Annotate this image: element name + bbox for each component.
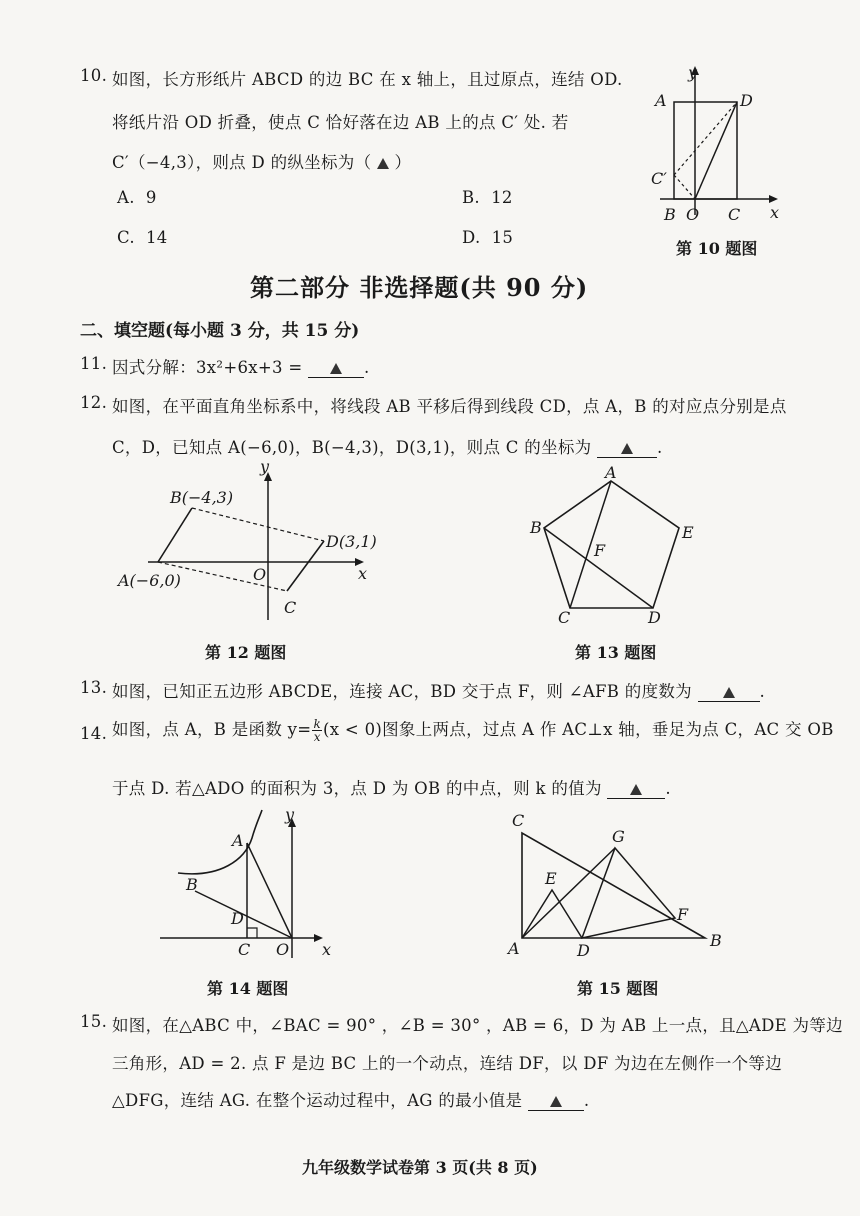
answer-triangle-icon bbox=[630, 784, 642, 795]
q15-line-3-text: △DFG，连结 AG. 在整个运动过程中，AG 的最小值是 bbox=[112, 1091, 523, 1110]
q14-answer-blank[interactable] bbox=[607, 779, 665, 799]
q14-line-2-text: 于点 D. 若△ADO 的面积为 3，点 D 为 OB 的中点，则 k 的值为 bbox=[112, 779, 602, 798]
fig15-label-f: F bbox=[677, 905, 689, 924]
fig10-label-y: y bbox=[688, 63, 698, 82]
q12-line-2-text: C，D，已知点 A(−6,0)，B(−4,3)，D(3,1)，则点 C 的坐标为 bbox=[112, 438, 592, 457]
fig10-label-c-prime: C′ bbox=[651, 169, 667, 188]
fig14-label-y: y bbox=[285, 808, 295, 824]
triangle-ade bbox=[522, 890, 582, 938]
fig15-label-d: D bbox=[577, 941, 590, 960]
fig15-label-e: E bbox=[545, 869, 557, 888]
q14-number: 14. bbox=[80, 724, 108, 743]
fig12-caption: 第 12 题图 bbox=[205, 643, 287, 662]
x-axis-arrow-icon bbox=[769, 195, 778, 203]
fig10-label-o: O bbox=[686, 205, 700, 224]
figure-10 bbox=[640, 60, 790, 230]
part2-title: 第二部分 非选择题(共 90 分) bbox=[250, 273, 589, 302]
q12-number: 12. bbox=[80, 393, 108, 412]
q14-line-2: 于点 D. 若△ADO 的面积为 3，点 D 为 OB 的中点，则 k 的值为 . bbox=[112, 779, 671, 798]
q13-number: 13. bbox=[80, 678, 108, 697]
q11-line: 因式分解：3x²+6x+3 = . bbox=[112, 358, 370, 377]
q10-line-3-text: C′（−4,3），则点 D 的纵坐标为（ bbox=[112, 153, 372, 172]
fig10-label-b: B bbox=[664, 205, 676, 224]
q11-text: 因式分解：3x²+6x+3 = bbox=[112, 358, 303, 377]
q14-fraction bbox=[312, 718, 322, 743]
q10-option-a[interactable]: A. 9 bbox=[117, 188, 157, 207]
q14-line-1-post: (x < 0)图象上两点，过点 A 作 AC⊥x 轴，垂足为点 C，AC 交 OB bbox=[323, 720, 834, 739]
answer-triangle-icon bbox=[377, 158, 389, 169]
segment-cd bbox=[287, 541, 324, 591]
q10-option-b[interactable]: B. 12 bbox=[462, 188, 513, 207]
fig15-label-c: C bbox=[512, 811, 525, 830]
fig10-label-a: A bbox=[655, 91, 667, 110]
answer-triangle-icon bbox=[621, 443, 633, 454]
figure-13 bbox=[520, 458, 710, 628]
fig10-label-c: C bbox=[728, 205, 741, 224]
fig15-label-a: A bbox=[508, 939, 520, 958]
q15-line-2: 三角形，AD = 2. 点 F 是边 BC 上的一个动点，连结 DF，以 DF 为边在左侧作一个等边 bbox=[112, 1054, 783, 1073]
q10-line-3 bbox=[112, 149, 411, 173]
fig15-caption: 第 15 题图 bbox=[577, 979, 659, 998]
fig14-label-d: D bbox=[231, 909, 244, 928]
fig13-label-e: E bbox=[682, 523, 694, 542]
figure-15 bbox=[500, 808, 740, 968]
segment-ao bbox=[247, 843, 292, 938]
triangle-dfg bbox=[582, 848, 675, 938]
q13-line: 如图，已知正五边形 ABCDE，连接 AC，BD 交于点 F，则 ∠AFB 的度数为 . bbox=[112, 682, 766, 701]
fig14-label-c: C bbox=[238, 940, 251, 959]
fig13-caption: 第 13 题图 bbox=[575, 643, 657, 662]
q14-fraction-numerator: k bbox=[313, 717, 322, 731]
fig10-label-d: D bbox=[740, 91, 753, 110]
q10-line-3-close: ） bbox=[394, 153, 412, 172]
page-footer: 九年级数学试卷第 3 页(共 8 页) bbox=[302, 1158, 538, 1177]
fig13-label-b: B bbox=[530, 518, 542, 537]
fig12-label-x: x bbox=[358, 564, 368, 583]
dashed-bd bbox=[192, 508, 324, 541]
q10-option-c[interactable]: C. 14 bbox=[117, 228, 168, 247]
fig15-label-b: B bbox=[710, 931, 722, 950]
answer-triangle-icon bbox=[330, 363, 342, 374]
fig12-label-y: y bbox=[260, 458, 270, 476]
q10-number: 10. bbox=[80, 66, 108, 85]
figure-14 bbox=[150, 808, 350, 968]
q11-number: 11. bbox=[80, 354, 108, 373]
fig14-label-b: B bbox=[186, 875, 198, 894]
diagonal-bd bbox=[544, 528, 653, 608]
fig14-label-a: A bbox=[232, 831, 244, 850]
q15-line-3: △DFG，连结 AG. 在整个运动过程中，AG 的最小值是 . bbox=[112, 1091, 590, 1110]
q13-text: 如图，已知正五边形 ABCDE，连接 AC，BD 交于点 F，则 ∠AFB 的度数为 bbox=[112, 682, 692, 701]
figure-12 bbox=[110, 458, 380, 628]
fig12-label-b: B(−4,3) bbox=[170, 488, 234, 507]
q14-fraction-denominator: x bbox=[313, 730, 321, 744]
q15-number: 15. bbox=[80, 1012, 108, 1031]
fig12-label-d: D(3,1) bbox=[326, 532, 377, 551]
q10-option-d[interactable]: D. 15 bbox=[462, 228, 514, 247]
segment-ab bbox=[158, 508, 192, 562]
fig10-label-x: x bbox=[770, 203, 780, 222]
q14-line-1 bbox=[112, 716, 834, 743]
q12-line-1: 如图，在平面直角坐标系中，将线段 AB 平移后得到线段 CD，点 A，B 的对应点分别是点 bbox=[112, 397, 787, 416]
fig10-caption: 第 10 题图 bbox=[676, 239, 758, 258]
segment-ag bbox=[522, 848, 615, 938]
right-angle-mark bbox=[247, 928, 257, 938]
pentagon-abcde bbox=[544, 481, 679, 608]
q14-line-1-pre: 如图，点 A，B 是函数 y= bbox=[112, 720, 312, 739]
hyperbola-curve bbox=[178, 810, 262, 874]
fig13-label-a: A bbox=[605, 463, 617, 482]
fig13-label-c: C bbox=[558, 608, 571, 627]
q11-answer-blank[interactable] bbox=[308, 358, 364, 378]
fig15-label-g: G bbox=[612, 827, 625, 846]
fig14-label-x: x bbox=[322, 940, 332, 959]
fig12-label-o: O bbox=[253, 565, 267, 584]
fig13-label-d: D bbox=[648, 608, 661, 627]
q15-answer-blank[interactable] bbox=[528, 1091, 584, 1111]
q12-answer-blank[interactable] bbox=[597, 438, 657, 458]
fig13-label-f: F bbox=[594, 541, 606, 560]
fig12-label-a: A(−6,0) bbox=[118, 571, 181, 590]
segment-oc-prime bbox=[674, 175, 695, 199]
answer-triangle-icon bbox=[550, 1096, 562, 1107]
segment-dc-prime bbox=[674, 102, 737, 175]
answer-triangle-icon bbox=[723, 687, 735, 698]
fig14-caption: 第 14 题图 bbox=[207, 979, 289, 998]
section-fill-in: 二、填空题(每小题 3 分，共 15 分) bbox=[80, 321, 360, 341]
q15-line-1: 如图，在△ABC 中，∠BAC = 90° ，∠B = 30° ，AB = 6，D 为 AB 上一点，且△ADE 为等边 bbox=[112, 1016, 843, 1035]
fig14-label-o: O bbox=[276, 940, 290, 959]
q10-line-1: 如图，长方形纸片 ABCD 的边 BC 在 x 轴上，且过原点，连结 OD. bbox=[112, 70, 623, 89]
fig12-label-c: C bbox=[284, 598, 297, 617]
rectangle-abcd bbox=[674, 102, 737, 199]
segment-od bbox=[695, 102, 737, 199]
q12-line-2: C，D，已知点 A(−6,0)，B(−4,3)，D(3,1)，则点 C 的坐标为 . bbox=[112, 438, 663, 457]
q10-line-2: 将纸片沿 OD 折叠，使点 C 恰好落在边 AB 上的点 C′ 处. 若 bbox=[112, 113, 569, 132]
q13-answer-blank[interactable] bbox=[698, 682, 760, 702]
